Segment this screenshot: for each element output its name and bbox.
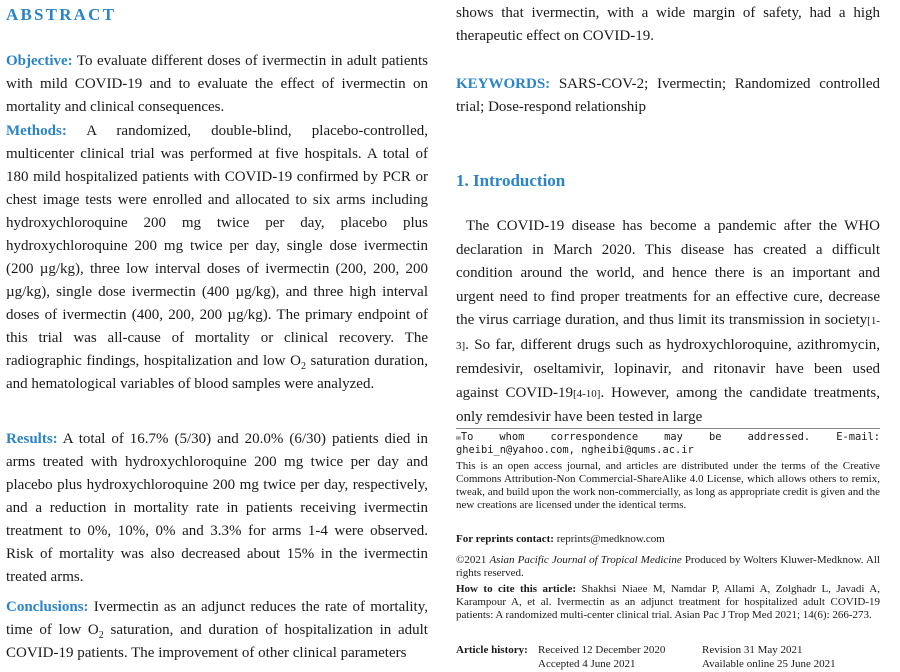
results-section <box>6 428 428 589</box>
conclusions-text: Ivermectin as an adjunct reduces the rate of mortality, time of low O <box>6 599 428 638</box>
conclusions-label: Conclusions: <box>6 599 89 615</box>
conclusions-continued <box>456 2 880 48</box>
accepted-date: Accepted 4 June 2021 <box>538 658 636 670</box>
copyright-prefix: ©2021 <box>456 554 490 566</box>
reprints-note <box>456 533 880 546</box>
conclusions-subscript: 2 <box>98 630 104 641</box>
history-label: Article history: <box>456 644 528 656</box>
correspondence-text: To whom correspondence may be addressed. E-mail: gheibi_n@yahoo.com, ngheibi@qums.ac.ir <box>456 431 880 456</box>
abstract-heading: ABSTRACT <box>6 5 117 24</box>
copyright-suffix: Produced by Wolters Kluwer-Medknow. All rights reserved. <box>456 554 880 579</box>
results-text: A total of 16.7% (5/30) and 20.0% (6/30) patients died in arms treated with hydroxychloroquine 200 mg twice per day and placebo plus hydroxychloroquine 200 mg twice per day, respectively, and a reduction in mortality rate in patients receiving ivermectin treatment to 0%, 10%, 0% and 3.3% for arms 1-4 were observed. Risk of mortality was also decreased about 15% in the ivermectin treated arms. <box>6 431 428 585</box>
correspondence-note <box>456 431 880 457</box>
available-date: Available online 25 June 2021 <box>702 658 836 670</box>
results-label: Results: <box>6 431 58 447</box>
journal-name: Asian Pacific Journal of Tropical Medicine <box>489 554 682 566</box>
reprints-label: For reprints contact: <box>456 533 554 545</box>
received-date: Received 12 December 2020 <box>538 644 666 656</box>
introduction-heading: 1. Introduction <box>456 171 566 190</box>
envelope-icon: ✉ <box>456 433 461 442</box>
license-note: This is an open access journal, and articles are distributed under the terms of the Creative Commons Attribution-Non Commercial-ShareAlike 4.0 License, which allows others to remix, tweak, and build upon the work non-commercially, as long as appropriate credit is given and the new creations are licensed under the identical terms. <box>456 460 880 511</box>
cite-label: How to cite this article: <box>456 583 577 595</box>
reprints-email[interactable]: reprints@medknow.com <box>556 533 665 545</box>
copyright-note <box>456 554 880 580</box>
objective-label: Objective: <box>6 53 73 69</box>
objective-text: To evaluate different doses of ivermectin in adult patients with mild COVID-19 and to evaluate the effect of ivermectin on mortality and clinical consequences. <box>6 53 428 115</box>
methods-subscript: 2 <box>300 361 306 372</box>
introduction-body <box>456 215 880 429</box>
methods-text: A randomized, double-blind, placebo-controlled, multicenter clinical trial was performed at five hospitals. A total of 180 mild hospitalized patients with COVID-19 confirmed by PCR or chest image tests were enrolled and allocated to six arms including hydroxychloroquine 200 mg twice per day, placebo plus hydroxychloroquine 200 mg twice per day, single dose ivermectin (200 µg/kg), three low interval doses of ivermectin (200, 200, 200 µg/kg), single dose ivermectin (400 µg/kg), and three high interval doses of ivermectin (400, 200, 200 µg/kg). The primary endpoint of this trial was all-cause of mortality or clinical recovery. The radiographic findings, hospitalization and low O <box>6 123 428 369</box>
objective-section <box>6 50 428 119</box>
how-to-cite-note <box>456 583 880 622</box>
article-history <box>456 644 880 672</box>
revision-date: Revision 31 May 2021 <box>702 644 803 656</box>
methods-label: Methods: <box>6 123 67 139</box>
conclusions-section <box>6 596 428 665</box>
intro-text-3: . However, among the candidate treatments, only remdesivir have been tested in large <box>456 384 880 425</box>
citation-1[interactable]: [1-3] <box>456 315 880 352</box>
intro-text-1: The COVID-19 disease has become a pandemic after the WHO declaration in March 2020. This disease has created a difficult condition around the world, and hence there is an important and urgent need to find proper treatments for an effective cure, decrease the virus carriage duration, and thus limit its transmission in society <box>456 218 880 328</box>
conclusions-text-end: saturation, and duration of hospitalization in adult COVID-19 patients. The improvement of other clinical parameters <box>6 622 428 661</box>
keywords-text: SARS-COV-2; Ivermectin; Randomized controlled trial; Dose-respond relationship <box>456 76 881 115</box>
citation-2[interactable]: [4-10] <box>572 387 601 400</box>
cite-text: Shakhsi Niaee M, Namdar P, Allami A, Zolghadr L, Javadi A, Karampour A, et al. Ivermectin as an adjunct treatment for hospitalized adult COVID-19 patients: A randomized multi-center clinical trial. Asian Pac J Trop Med 2021; 14(6): 266-273. <box>456 583 880 621</box>
keywords-section <box>456 73 880 119</box>
methods-section <box>6 120 428 396</box>
footnote-separator <box>456 428 880 429</box>
conclusions-continued-text: shows that ivermectin, with a wide margin of safety, had a high therapeutic effect on COVID-19. <box>456 5 880 44</box>
keywords-label: KEYWORDS: <box>456 76 551 92</box>
intro-text-2: . So far, different drugs such as hydroxychloroquine, azithromycin, remdesivir, oseltamivir, lopinavir, and ritonavir have been used against COVID-19 <box>456 336 880 401</box>
methods-text-end: saturation duration, and hematological variables of blood samples were analyzed. <box>6 353 428 392</box>
